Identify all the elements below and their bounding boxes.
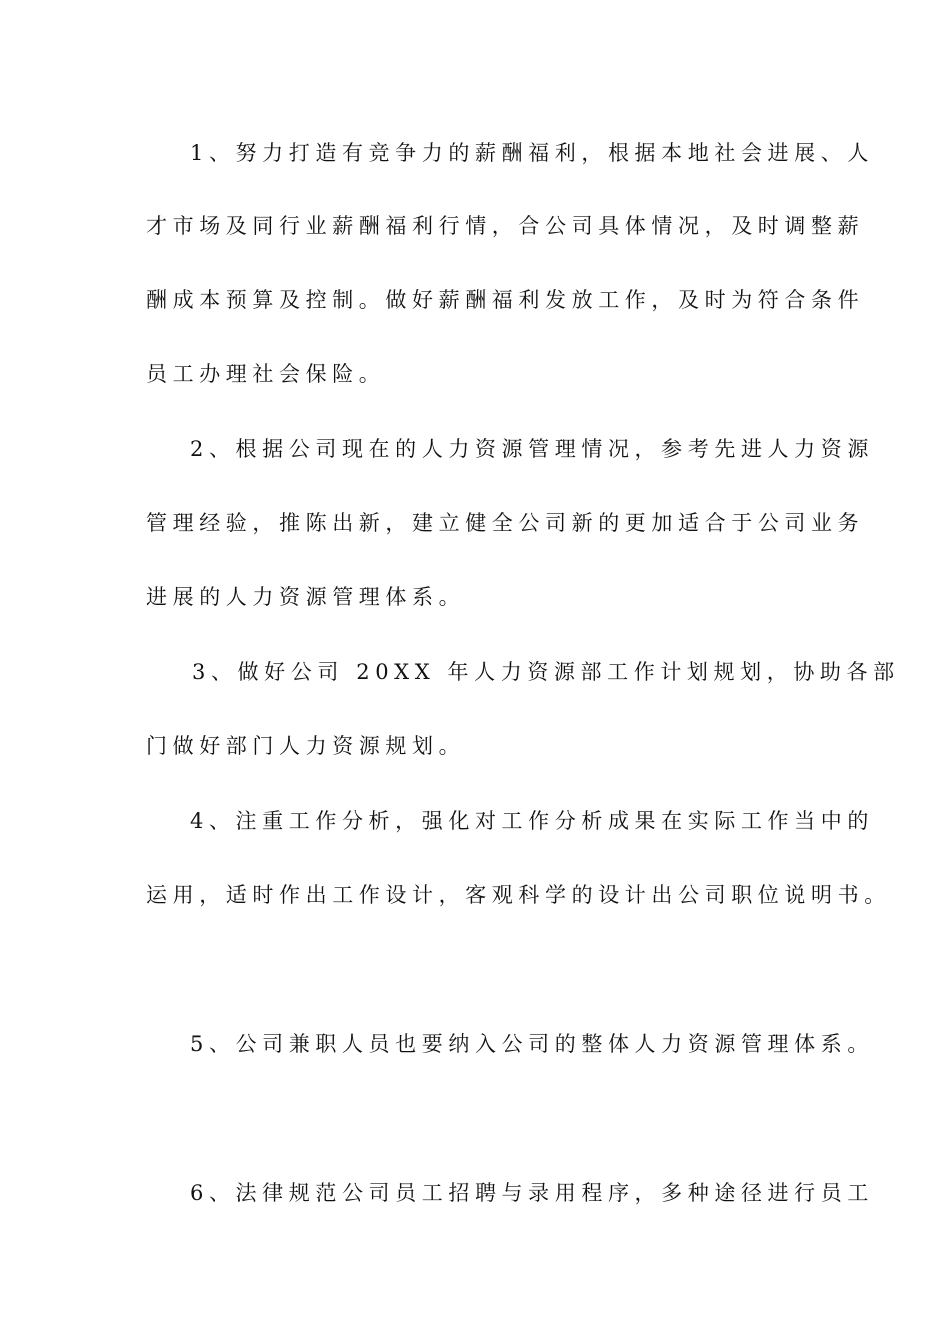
paragraph-3-line-1: 3、做好公司 20XX 年人力资源部工作计划规划，协助各部 (192, 660, 900, 684)
paragraph-3-line-2: 门做好部门人力资源规划。 (146, 734, 466, 758)
paragraph-1-line-2: 才市场及同行业薪酬福利行情，合公司具体情况，及时调整薪 (146, 214, 865, 238)
paragraph-4-line-1: 4、注重工作分析，强化对工作分析成果在实际工作当中的 (190, 809, 874, 833)
paragraph-2-line-2: 管理经验，推陈出新，建立健全公司新的更加适合于公司业务 (146, 511, 865, 535)
paragraph-2-line-3: 进展的人力资源管理体系。 (146, 585, 466, 609)
paragraph-2-line-1: 2、根据公司现在的人力资源管理情况，参考先进人力资源 (190, 437, 874, 461)
paragraph-5-line-1: 5、公司兼职人员也要纳入公司的整体人力资源管理体系。 (190, 1032, 874, 1056)
paragraph-1-line-4: 员工办理社会保险。 (146, 362, 386, 386)
paragraph-6-line-1: 6、法律规范公司员工招聘与录用程序，多种途径进行员工 (190, 1181, 874, 1205)
paragraph-1-line-3: 酬成本预算及控制。做好薪酬福利发放工作，及时为符合条件 (146, 288, 865, 312)
paragraph-4-line-2: 运用，适时作出工作设计，客观科学的设计出公司职位说明书。 (146, 883, 891, 907)
paragraph-1-line-1: 1、努力打造有竞争力的薪酬福利，根据本地社会进展、人 (190, 141, 874, 165)
